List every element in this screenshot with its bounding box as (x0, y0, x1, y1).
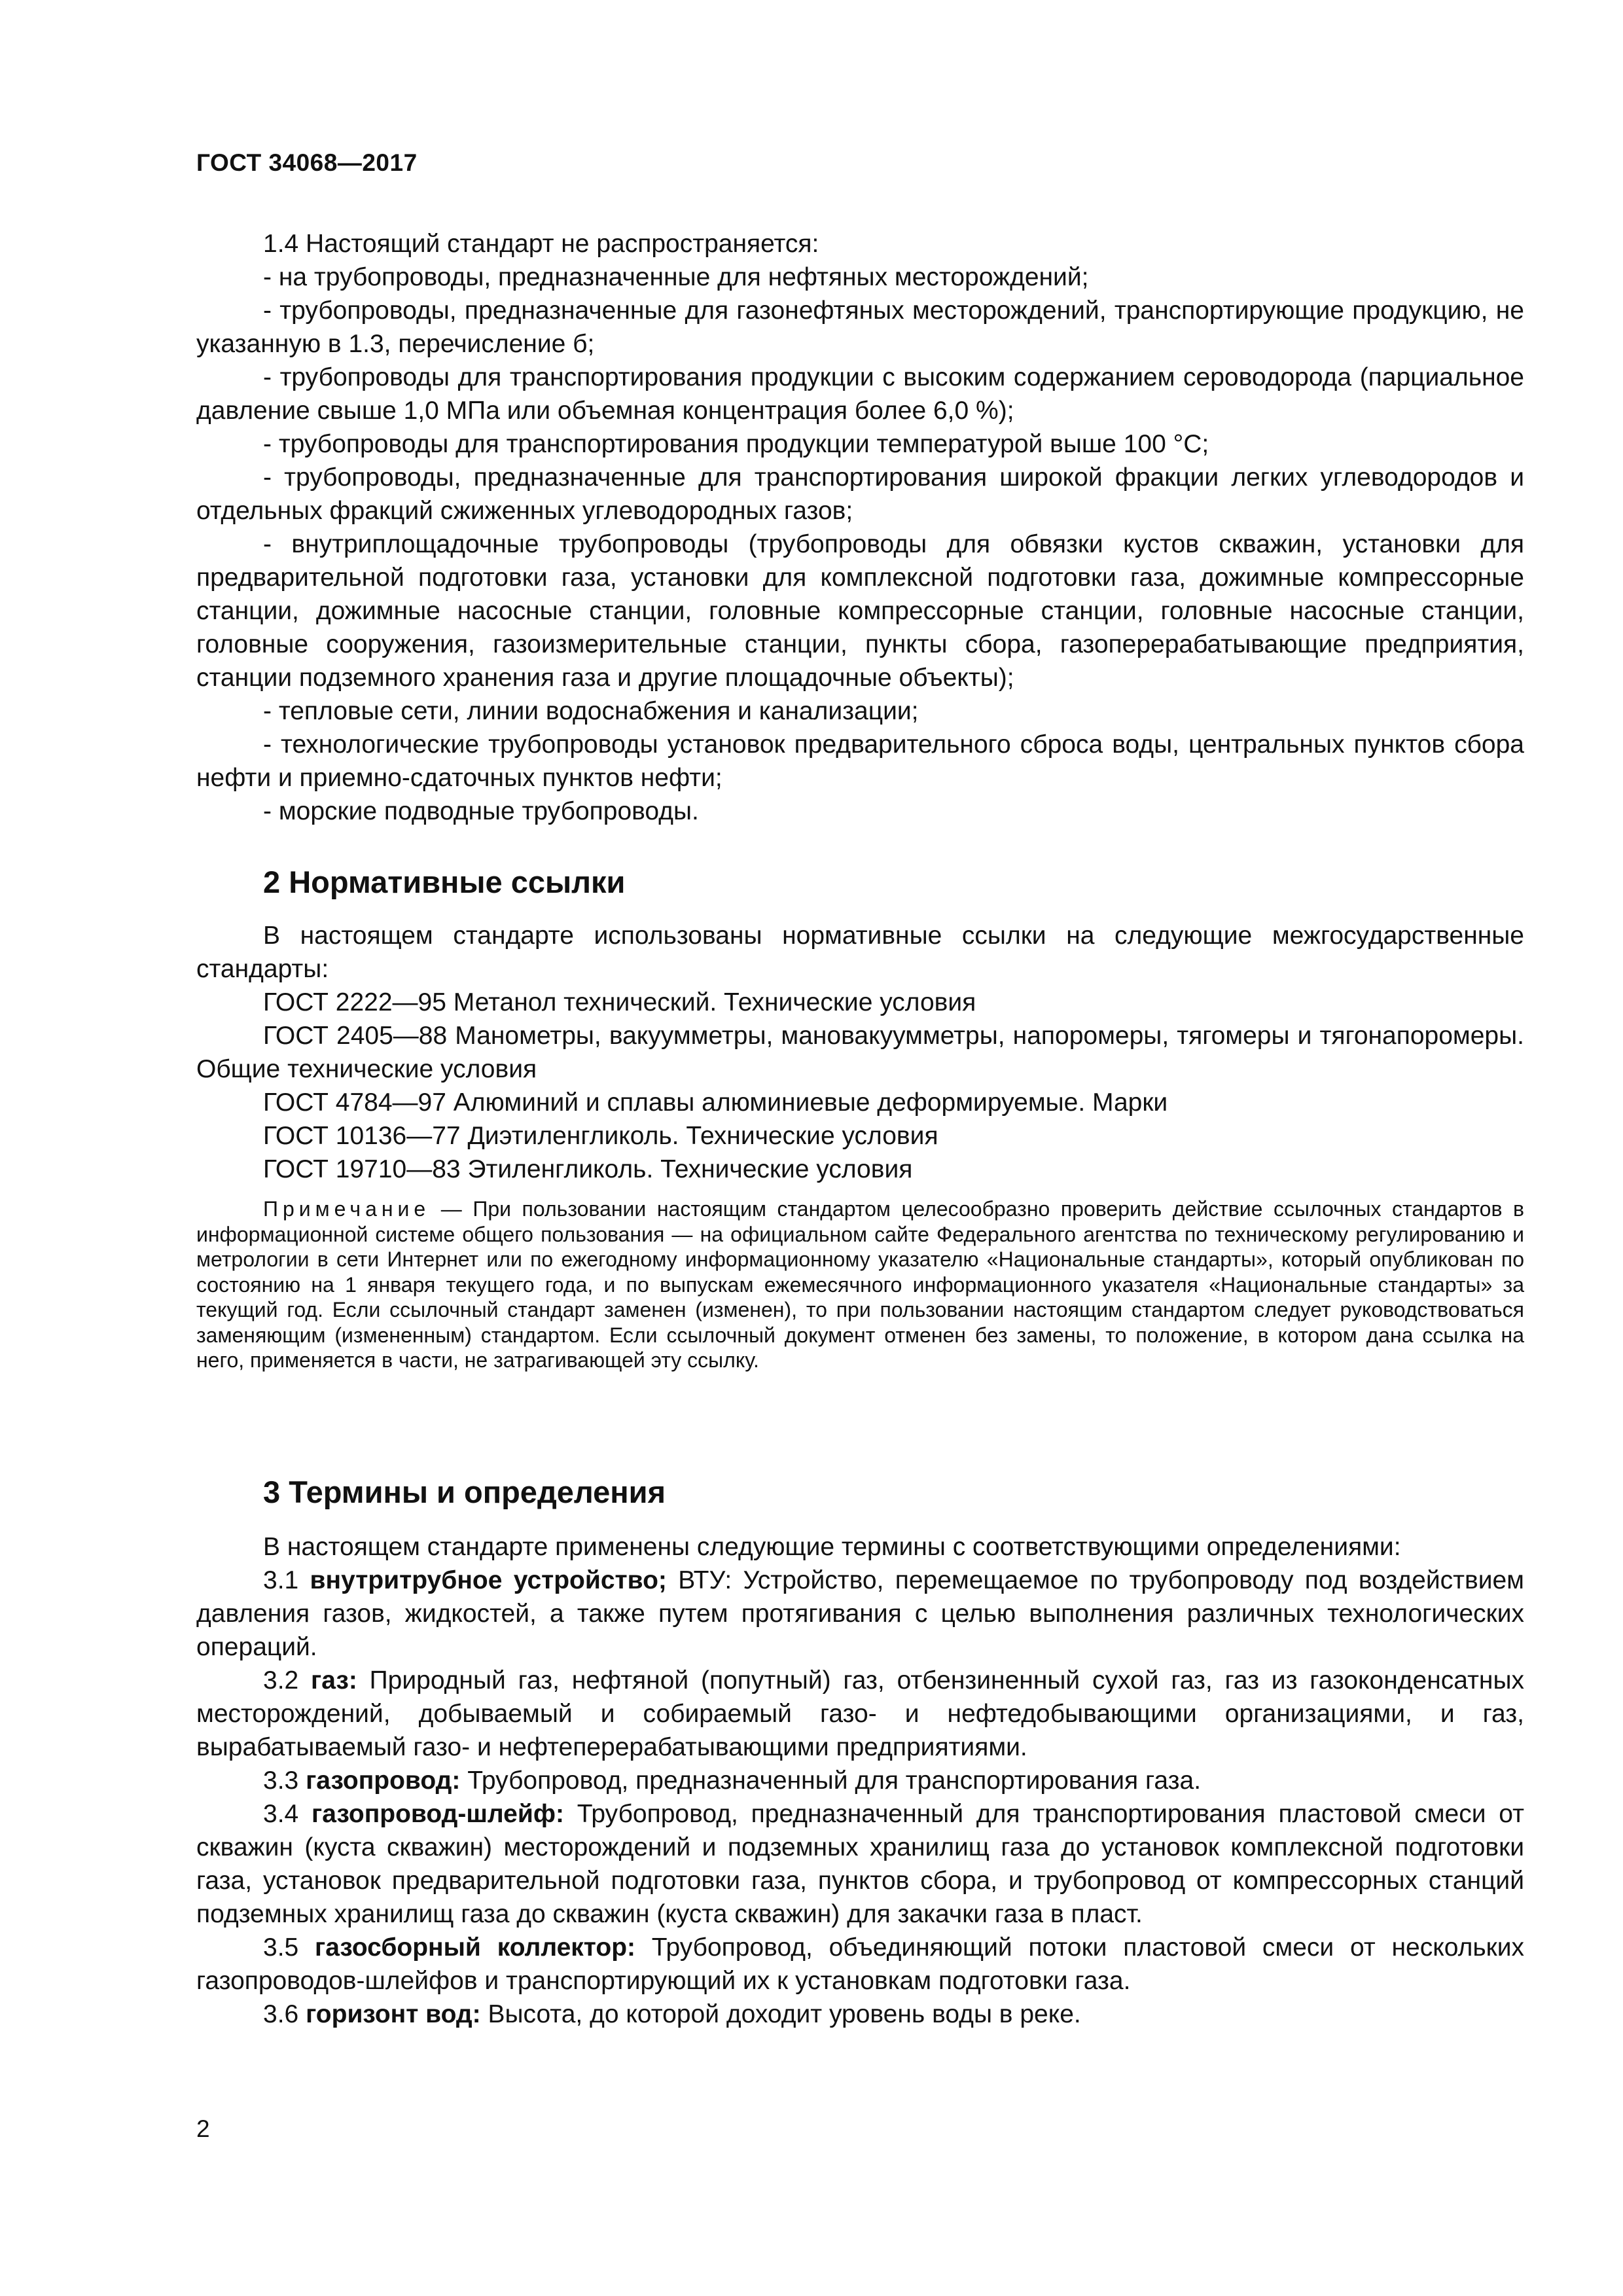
term-definition: 3.6 горизонт вод: Высота, до которой доходит уровень воды в реке. (263, 2000, 1081, 2028)
note-paragraph (196, 1196, 1524, 1373)
section-3-intro: В настоящем стандарте применены следующие термины с соответствующими определениями: (263, 1533, 1401, 1561)
term-name: внутритрубное устройство; (310, 1566, 667, 1594)
section-3-body (196, 1530, 1524, 2031)
list-item: - морские подводные трубопроводы. (263, 797, 699, 825)
term-definition: 3.2 газ: Природный газ, нефтяной (попутный) газ, отбензиненный сухой газ, газ из газоконденсатных месторождений, добываемый и собираемый газо- и нефтедобывающими организациями, и газ, вырабатываемый газо- и нефтеперерабатывающими предприятиями. (196, 1666, 1524, 1761)
section-1-4 (196, 227, 1524, 828)
term-definition: 3.4 газопровод-шлейф: Трубопровод, предназначенный для транспортирования пластовой смеси от скважин (куста скважин) месторождений и подземных хранилищ газа до установок комплексной подготовки газа, установок предварительной подготовки газа, пунктов сбора, и трубопровод от компрессорных станций подземных хранилищ газа до скважин (куста скважин) для закачки газа в пласт. (196, 1800, 1524, 1928)
list-item: - трубопроводы, предназначенные для газонефтяных месторождений, транспортирующие продукцию, не указанную в 1.3, перечисление б; (196, 296, 1524, 358)
term-name: газ: (311, 1666, 357, 1695)
term-name: газосборный коллектор: (315, 1933, 636, 1962)
section-2-intro: В настоящем стандарте использованы нормативные ссылки на следующие межгосударственные стандарты: (196, 922, 1524, 983)
normative-reference: ГОСТ 4784—97 Алюминий и сплавы алюминиевые деформируемые. Марки (263, 1088, 1168, 1117)
term-definition: 3.1 внутритрубное устройство; ВТУ: Устройство, перемещаемое по трубопроводу под воздействием давления газов, жидкостей, а также путем протягивания с целью выполнения различных технологических операций. (196, 1566, 1524, 1661)
section-3-heading: 3 Термины и определения (263, 1475, 666, 1509)
section-2-body (196, 919, 1524, 1186)
list-item: - внутриплощадочные трубопроводы (трубопроводы для обвязки кустов скважин, установки для предварительной подготовки газа, установки для комплексной подготовки газа, дожимные компрессорные станции, дожимные насосные станции, головные компрессорные станции, головные насосные станции, головные сооружения, газоизмерительные станции, пункты сбора, газоперерабатывающие предприятия, станции подземного хранения газа и другие площадочные объекты); (196, 530, 1524, 692)
section-2-note (196, 1196, 1524, 1373)
normative-reference: ГОСТ 19710—83 Этиленгликоль. Технические условия (263, 1155, 913, 1183)
list-item: - тепловые сети, линии водоснабжения и канализации; (263, 697, 919, 725)
list-item: - трубопроводы для транспортирования продукции температурой выше 100 °С; (263, 430, 1209, 458)
document-code-header: ГОСТ 34068—2017 (196, 149, 418, 176)
note-text: — При пользовании настоящим стандартом целесообразно проверить действие ссылочных стандартов в информационной системе общего пользования — на официальном сайте Федерального агентства по техническому регулированию и метрологии в сети Интернет или по ежегодному информационному указателю «Национальные стандарты», который опубликован по состоянию на 1 января текущего года, и по выпускам ежемесячного информационного указателя «Национальные стандарты» за текущий год. Если ссылочный стандарт заменен (изменен), то при пользовании настоящим стандартом следует руководствоваться заменяющим (измененным) стандартом. Если ссылочный документ отменен без замены, то положение, в котором дана ссылка на него, применяется в части, не затрагивающей эту ссылку. (196, 1197, 1524, 1372)
list-item: - на трубопроводы, предназначенные для нефтяных месторождений; (263, 263, 1089, 291)
list-item: - трубопроводы для транспортирования продукции с высоким содержанием сероводорода (парциальное давление свыше 1,0 МПа или объемная концентрация более 6,0 %); (196, 363, 1524, 425)
section-1-4-intro: 1.4 Настоящий стандарт не распространяется: (263, 230, 819, 258)
normative-reference: ГОСТ 2222—95 Метанол технический. Технические условия (263, 988, 976, 1016)
term-name: горизонт вод: (306, 2000, 481, 2028)
list-item: - технологические трубопроводы установок предварительного сброса воды, центральных пунктов сбора нефти и приемно-сдаточных пунктов нефти; (196, 730, 1524, 792)
term-name: газопровод-шлейф: (312, 1800, 564, 1828)
list-item: - трубопроводы, предназначенные для транспортирования широкой фракции легких углеводородов и отдельных фракций сжиженных углеводородных газов; (196, 463, 1524, 525)
normative-reference: ГОСТ 10136—77 Диэтиленгликоль. Технические условия (263, 1122, 938, 1150)
term-definition: 3.3 газопровод: Трубопровод, предназначенный для транспортирования газа. (263, 1767, 1202, 1795)
section-2-heading: 2 Нормативные ссылки (263, 865, 626, 899)
term-definition: 3.5 газосборный коллектор: Трубопровод, объединяющий потоки пластовой смеси от нескольких газопроводов-шлейфов и транспортирующий их к установкам подготовки газа. (196, 1933, 1524, 1995)
normative-reference: ГОСТ 2405—88 Манометры, вакуумметры, мановакуумметры, напоромеры, тягомеры и тягонапоромеры. Общие технические условия (196, 1022, 1524, 1083)
page-number: 2 (196, 2115, 210, 2142)
note-label: Примечание (263, 1197, 431, 1221)
term-name: газопровод: (306, 1767, 461, 1795)
